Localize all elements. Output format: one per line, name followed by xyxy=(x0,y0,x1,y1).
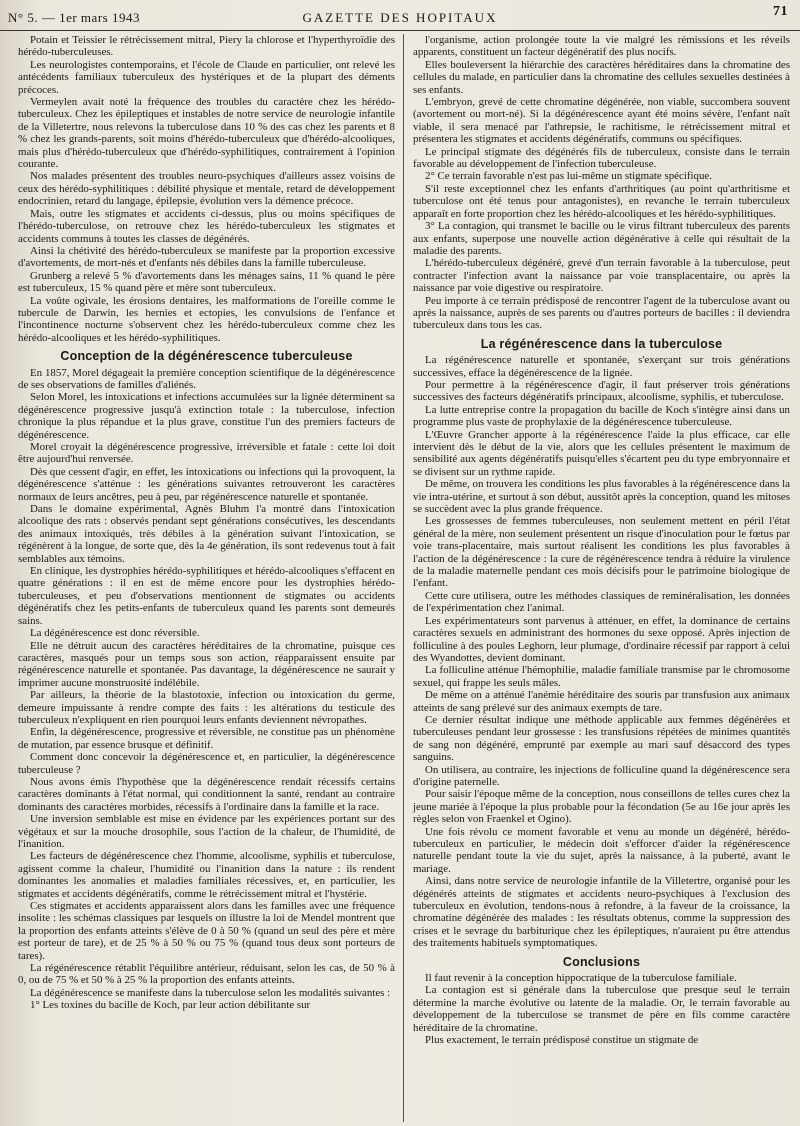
right-intro-text xyxy=(413,34,790,332)
paragraph: Nos malades présentent des troubles neuro-psychiques d'ailleurs assez voisins de ceux des hérédo-syphilitiques : débilité physique et mentale, retard de développement endocrinien, retard du langage, épilepsie, évolution vers la démence précoce. xyxy=(18,170,395,208)
paragraph: On utilisera, au contraire, les injections de folliculine quand la dégénérescence sera d'origine paternelle. xyxy=(413,763,790,788)
paragraph: Elle ne détruit aucun des caractères héréditaires de la chromatine, puisque ces caractères, masqués pour un temps sous son action, réapparaissent ensuite par régénérescence naturelle et spontanée. Pas davantage, la dégénérescence ne saurait y imprimer aucune monstruosité indélébile. xyxy=(18,639,395,689)
paragraph: Enfin, la dégénérescence, progressive et réversible, ne constitue pas un phénomène de mutation, par essence brusque et définitif. xyxy=(18,726,395,751)
paragraph: De même on a atténué l'anémie héréditaire des souris par transfusion aux animaux atteints de sang prélevé sur des animaux exempts de tare. xyxy=(413,689,790,714)
paragraph: Une inversion semblable est mise en évidence par les expériences portant sur des végétaux et sur la mouche drosophile, sous l'action de la chaleur, de l'humidité, de l'inanition. xyxy=(18,813,395,850)
paragraph: Selon Morel, les intoxications et infections accumulées sur la lignée déterminent sa dégénérescence progressive jusqu'à extinction totale : la tuberculose, infection chronique la plus répandue et la plus grave, constitue l'un des premiers facteurs de dégénérescence. xyxy=(18,391,395,441)
paragraph: Plus exactement, le terrain prédisposé constitue un stigmate de xyxy=(425,1034,699,1047)
paragraph: Vermeylen avait noté la fréquence des troubles du caractère chez les hérédo-tuberculeux. Chez les épileptiques et instables de notre service de neurologie infantile de la Villetertre, nous relevons la tuberculose dans 10 % des cas chez les parents et 8 % chez les grands-parents, soit moins d'hérédo-tuberculeux que d'hérédo-alcooliques, mais plus d'hérédo-tuberculeux que d'hérédo-syphilitiques, contrairement à l'opinion courante. xyxy=(18,96,395,171)
paragraph: L'embryon, grevé de cette chromatine dégénérée, non viable, succombera souvent (avortement ou mort-né). Si la dégénérescence ayant été moins sévère, l'enfant naît viable, il sera menacé par l'athrepsie, le rachitisme, le rétrécissement mitral et présentera les stigmates et accidents dégénératifs, communs ou spécifiques. xyxy=(413,96,790,146)
paragraph: La contagion est si générale dans la tuberculose que presque seul le terrain détermine la marche évolutive ou latente de la maladie. Or, le terrain favorable au développement de la tuberculose se transmet de père en fils comme caractère héréditaire de la chromatine. xyxy=(413,984,790,1034)
paragraph: Potain et Teissier le rétrécissement mitral, Piery la chlorose et l'hyperthyroïdie des hérédo-tuberculeuses. xyxy=(18,34,395,59)
paragraph: Comment donc concevoir la dégénérescence et, en particulier, la dégénérescence tuberculeuse ? xyxy=(18,751,395,776)
paragraph: Ce dernier résultat indique une méthode applicable aux femmes dégénérées et tuberculeuses pendant leur grossesse : les transfusions répétées de minimes quantités de sang non dégénéré, emprunté par exemple au mari sauf désaccord des types sanguins. xyxy=(413,713,790,764)
paragraph: Par ailleurs, la théorie de la blastotoxie, infection ou intoxication du germe, demeure impuissante à rendre compte des faits : les altérations du testicule des tuberculeux n'expliquent en rien pourquoi leurs enfants deviennent névropathes. xyxy=(18,689,395,726)
issue-number: N° 5. — 1er mars 1943 xyxy=(8,10,140,25)
paragraph: Morel croyait la dégénérescence progressive, irréversible et fatale : cette loi doit être aujourd'hui renversée. xyxy=(18,441,395,466)
paragraph: L'Œuvre Grancher apporte à la régénérescence l'aide la plus efficace, car elle intervient dès le début de la vie, alors que les cellules présentent le maximum de sensibilité aux agents dégénératifs puisqu'elles s'écartent peu du type embryonnaire et se divisent sur un rythme rapide. xyxy=(413,428,790,478)
paragraph: En 1857, Morel dégageait la première conception scientifique de la dégénérescence de ses observations de familles d'aliénés. xyxy=(18,366,395,391)
paragraph: En clinique, les dystrophies hérédo-syphilitiques et hérédo-alcooliques s'effacent en quatre générations : il en est de même encore pour les dystrophies hérédo-tuberculeuses, et peu d'observations mentionnent de stigmates ou accidents dégénératifs chez les petits-enfants de tuberculeux quand les parents sont demeurés sains. xyxy=(18,565,395,627)
paragraph: S'il reste exceptionnel chez les enfants d'arthritiques (au point qu'arthritisme et tuberculose ont été tenus pour antagonistes), en revanche le terrain tuberculeux apparaît en forte proportion chez les hérédo-alcooliques et les hérédo-syphilitiques. xyxy=(413,182,790,220)
paragraph: La régénérescence rétablit l'équilibre antérieur, réduisant, selon les cas, de 50 % à 0, ou de 75 % et 50 % à 25 % la proportion des enfants atteints. xyxy=(18,962,395,987)
paragraph: Pour saisir l'époque même de la conception, nous conseillons de telles cures chez la jeune mariée à l'époque la plus probable pour la fécondation (5e au 16e jour après les règles selon von Fraenkel et Ogino). xyxy=(413,788,790,826)
paragraph: Il faut revenir à la conception hippocratique de la tuberculose familiale. xyxy=(425,972,737,985)
paragraph: L'hérédo-tuberculeux dégénéré, grevé d'un terrain favorable à la tuberculose, peut contracter l'infection avant la naissance par voie transplacentaire, ou après la naissance par voie digestive ou respiratoire. xyxy=(413,257,790,295)
paragraph: 1° Les toxines du bacille de Koch, par leur action débilitante sur xyxy=(30,999,311,1012)
right-column xyxy=(404,34,790,1122)
paragraph: Les neurologistes contemporains, et l'école de Claude en particulier, ont relevé les antécédents familiaux tuberculeux des hystériques et de la plupart des déments précoces. xyxy=(18,58,395,96)
paragraph: Nous avons émis l'hypothèse que la dégénérescence rendait récessifs certains caractères dominants à l'état normal, qui conditionnent la santé, rendant au contraire dominants des caractères morbides, récessifs à l'ordinaire dans la famille et la race. xyxy=(18,775,395,813)
article-body xyxy=(18,34,790,1122)
paragraph: Mais, outre les stigmates et accidents ci-dessus, plus ou moins spécifiques de l'hérédo-tuberculose, on retrouve chez les hérédo-tuberculeux les stigmates et accidents communs à toutes les classes de dégénérés. xyxy=(18,207,395,245)
conclusions-section-text xyxy=(413,972,790,1046)
paragraph: Ainsi la chétivité des hérédo-tuberculeux se manifeste par la proportion excessive d'avortements, de mort-nés et d'enfants nés débiles dans la famille tuberculeuse. xyxy=(18,244,395,270)
paragraph: La dégénérescence est donc réversible. xyxy=(30,627,200,640)
paragraph: La lutte entreprise contre la propagation du bacille de Koch s'intègre ainsi dans un programme plus vaste de prophylaxie de la dégénérescence tuberculeuse. xyxy=(413,403,790,429)
paragraph: La régénérescence naturelle et spontanée, s'exerçant sur trois générations successives, efface la dégénérescence de la lignée. xyxy=(413,354,790,379)
paragraph: La voûte ogivale, les érosions dentaires, les malformations de l'oreille comme le tubercule de Darwin, les hernies et ectopies, les convulsions de l'enfance et l'incontinence nocturne s'observent chez les hérédo-tuberculeux comme chez les hérédo-alcooliques et les hérédo-syphilitiques. xyxy=(18,294,395,344)
paragraph: Dès que cessent d'agir, en effet, les intoxications ou infections qui la provoquent, la dégénérescence s'atténue : les générations suivantes retrouveront les caractères normaux de leurs ancêtres, peu à peu, par régénérescence naturelle et spontanée. xyxy=(18,465,395,503)
paragraph: Ainsi, dans notre service de neurologie infantile de la Villetertre, organisé pour les dégénérés atteints de stigmates et accidents neuro-psychiques à l'exclusion des tuberculeux en évolution, tendons-nous à refondre, à la faveur de la croissance, la chromatine dégénérée des malades : les résultats obtenus, comme la suppression des crises et le sevrage du barbiturique chez les épileptiques, n'auraient pu être attendus des traitements habituels symptomatiques. xyxy=(413,875,790,950)
paragraph: Peu importe à ce terrain prédisposé de rencontrer l'agent de la tuberculose avant ou après la naissance, auprès de ses parents ou d'autres porteurs de bacilles : il deviendra tuberculeux dans tous les cas. xyxy=(413,294,790,332)
paragraph: La dégénérescence se manifeste dans la tuberculose selon les modalités suivantes : xyxy=(30,986,391,999)
section-heading-conclusions: Conclusions xyxy=(562,954,641,969)
paragraph: Les grossesses de femmes tuberculeuses, non seulement mettent en péril l'état général de la mère, non seulement présentent un risque d'inoculation pour le fœtus par voie trans-placentaire, mais surtout réalisent les conditions les plus favorables à l'action de la dégénérescence : la cure de régénérescence tendra à réduire la virulence de la maladie maternelle pendant ces mois décisifs pour le patrimoine biologique de l'enfant. xyxy=(413,515,790,590)
paragraph: De même, on trouvera les conditions les plus favorables à la régénérescence dans la vie intra-utérine, et surtout à son début, aussitôt après la conception, quand les mitoses se succèdent avec la plus grande fréquence. xyxy=(413,478,790,516)
paragraph: Grunberg a relevé 5 % d'avortements dans les ménages sains, 11 % quand le père est tuberculeux, 15 % quand père et mère sont tuberculeux. xyxy=(18,269,395,295)
left-column xyxy=(18,34,404,1122)
paragraph: l'organisme, action prolongée toute la vie malgré les rémissions et les réveils apparents, constituent un facteur dégénératif des plus nocifs. xyxy=(413,34,790,59)
paragraph: 2° Ce terrain favorable n'est pas lui-même un stigmate spécifique. xyxy=(425,170,712,183)
page-number: 71 xyxy=(773,4,788,19)
paragraph: 3° La contagion, qui transmet le bacille ou le virus filtrant tuberculeux des parents aux enfants, superpose une nouvelle action dégénérative à celle qui résultait de la maladie des parents. xyxy=(413,220,790,257)
paragraph: Dans le domaine expérimental, Agnès Bluhm l'a montré dans l'intoxication alcoolique des rats : observés pendant sept générations consécutives, les descendants des animaux intoxiqués, très débiles à la génération suivant l'intoxication, se régénèrent à la longue, de sorte que, dès la 4e génération, ils sont redevenus tout à fait semblables aux témoins. xyxy=(18,503,395,565)
paragraph: Elles bouleversent la hiérarchie des caractères héréditaires dans la chromatine des cellules du malade, en particulier dans la chromatine des cellules sexuelles destinées à ses enfants. xyxy=(413,58,790,96)
paragraph: Pour permettre à la régénérescence d'agir, il faut préserver trois générations successives des facteurs dégénératifs principaux, alcoolisme, syphilis, et tuberculose. xyxy=(413,378,790,404)
paragraph: Cette cure utilisera, outre les méthodes classiques de reminéralisation, les données de l'expérimentation chez l'animal. xyxy=(413,589,790,615)
paragraph: Ces stigmates et accidents apparaissent alors dans les familles avec une fréquence insolite : les schémas classiques par lesquels on illustre la loi de Mendel montrent que la proportion des enfants atteints s'élève de 0 à 50 % (quand un seul des père et mère est porteur de tare), et de 25 % à 50 % ou 75 % (quand tous deux sont porteurs de tares). xyxy=(18,900,395,962)
paragraph: Les expérimentateurs sont parvenus à atténuer, en effet, la dominance de certains caractères sexuels en administrant des hormones du sexe opposé. Après injection de folliculine à des poules Leghorn, leur plumage, d'ordinaire récessif par rapport à celui des Wyandottes, devient dominant. xyxy=(413,614,790,664)
journal-title: GAZETTE DES HOPITAUX xyxy=(302,10,498,25)
regenerescence-section-text xyxy=(413,354,790,950)
conception-section-text xyxy=(18,367,395,1012)
paragraph: Les facteurs de dégénérescence chez l'homme, alcoolisme, syphilis et tuberculose, agissent comme la chaleur, l'humidité ou l'inanition dans la nature : ils rendent dominantes les anomalies et maladies familiales récessives, et, en particulier, les stigmates et accidents dégénératifs, comme le rétrécissement mitral et l'hystérie. xyxy=(18,850,395,900)
left-intro-text xyxy=(18,34,395,344)
paragraph: Le principal stigmate des dégénérés fils de tuberculeux, consiste dans le terrain favorable au développement de l'infection tuberculeuse. xyxy=(413,145,790,171)
paragraph: La folliculine atténue l'hémophilie, maladie familiale transmise par le chromosome sexuel, qui frappe les seuls mâles. xyxy=(413,664,790,689)
section-heading-conception: Conception de la dégénérescence tuberculeuse xyxy=(60,349,353,364)
paragraph: Une fois révolu ce moment favorable et venu au monde un dégénéré, hérédo-tuberculeux en particulier, le médecin doit s'efforcer d'aider la régénérescence naturelle pendant toute la vie du sujet, après la naissance, à la puberté, avant le mariage. xyxy=(413,825,790,875)
page-header xyxy=(0,0,800,31)
section-heading-regenerescence: La régénérescence dans la tuberculose xyxy=(480,336,723,351)
